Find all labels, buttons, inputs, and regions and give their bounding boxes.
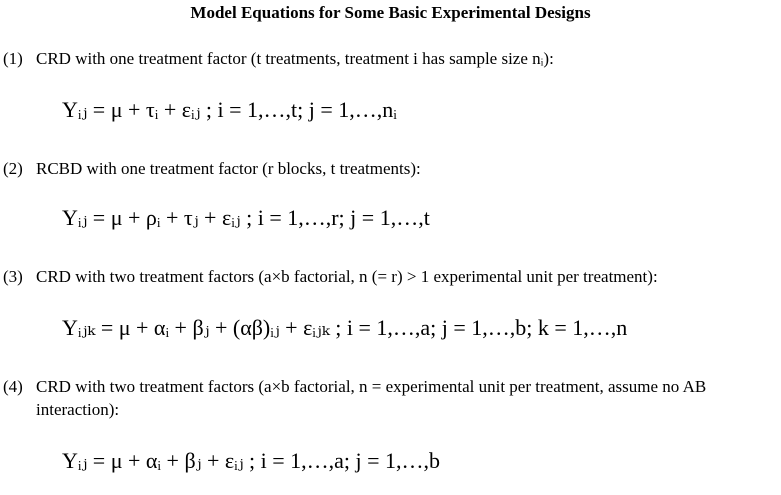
item-description: RCBD with one treatment factor (r blocks, t treatments): <box>36 159 421 178</box>
model-equation-2: Yᵢⱼ = μ + ρᵢ + τⱼ + εᵢⱼ ; i = 1,…,r; j = 1,…,t <box>62 205 430 230</box>
item-description: CRD with two treatment factors (a×b factorial, n (= r) > 1 experimental unit per treatment): <box>36 267 658 286</box>
page-title: Model Equations for Some Basic Experimental Designs <box>190 3 591 22</box>
item-description: CRD with two treatment factors (a×b factorial, n = experimental unit per treatment, assume no AB interaction): <box>36 377 707 419</box>
item-description: CRD with one treatment factor (t treatments, treatment i has sample size nᵢ): <box>36 49 554 68</box>
item-number: (1) <box>3 49 23 68</box>
model-equation-1: Yᵢⱼ = μ + τᵢ + εᵢⱼ ; i = 1,…,t; j = 1,…,nᵢ <box>62 97 397 122</box>
model-equation-4: Yᵢⱼ = μ + αᵢ + βⱼ + εᵢⱼ ; i = 1,…,a; j = 1,…,b <box>62 448 441 473</box>
model-equation-3: Yᵢⱼₖ = μ + αᵢ + βⱼ + (αβ)ᵢⱼ + εᵢⱼₖ ; i = 1,…,a; j = 1,…,b; k = 1,…,n <box>62 315 628 340</box>
item-number: (3) <box>3 267 23 286</box>
item-number: (2) <box>3 159 23 178</box>
item-number: (4) <box>3 377 23 396</box>
